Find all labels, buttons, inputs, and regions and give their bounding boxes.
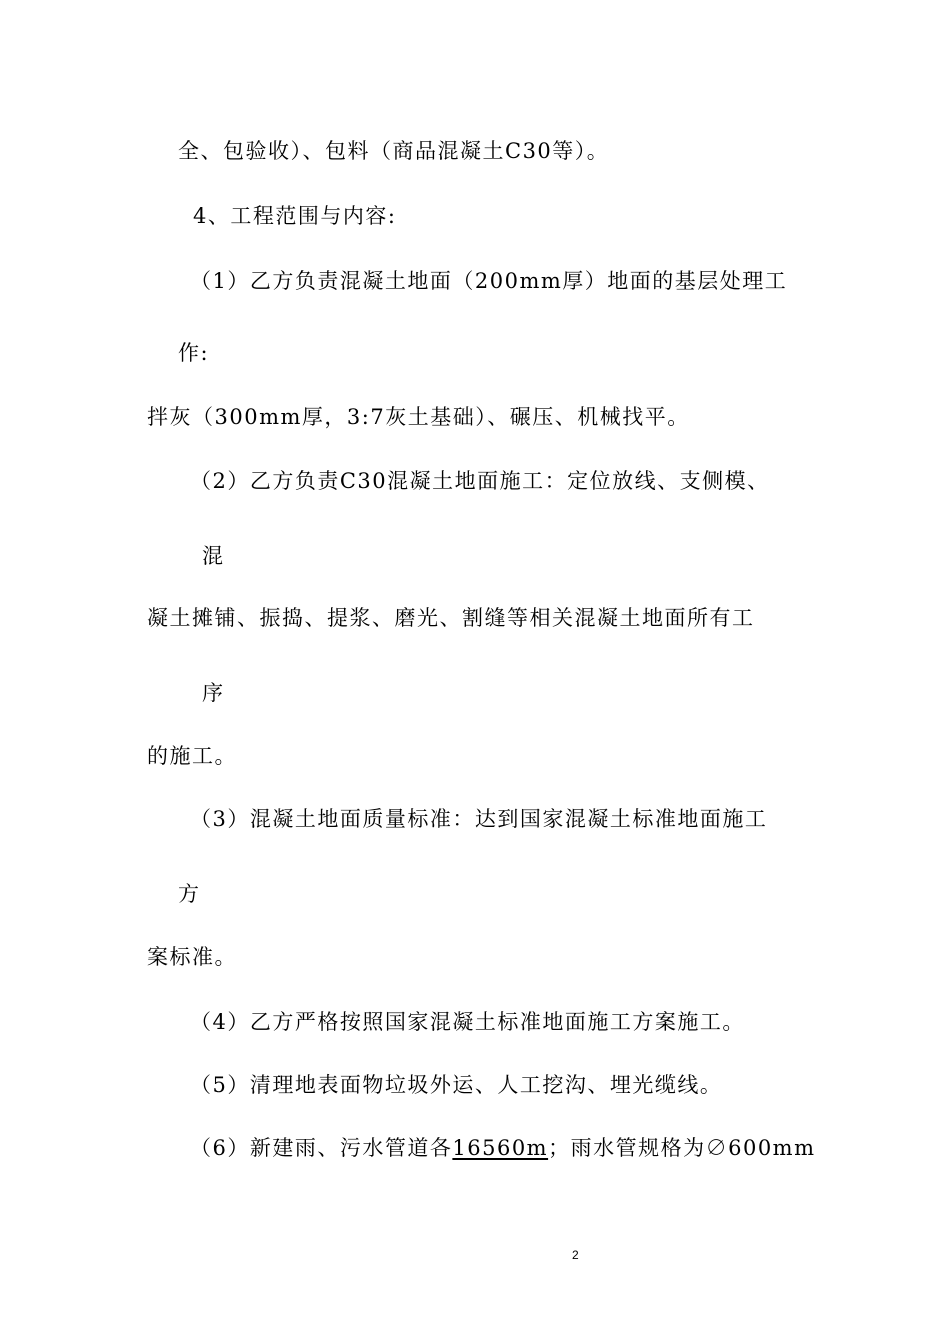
text-line-2: 4、工程范围与内容: <box>193 204 397 228</box>
text-line-7: 混 <box>202 544 225 568</box>
text-line-6: （2）乙方负责C30混凝土地面施工：定位放线、支侧模、 <box>190 469 770 493</box>
text-line-12: 方 <box>178 882 201 906</box>
page-number: 2 <box>572 1248 579 1262</box>
text-line-16 <box>190 1135 816 1161</box>
text-line-1: 全、包验收）、包料（商品混凝土C30等）。 <box>178 139 610 163</box>
text-line-4: 作: <box>178 341 210 365</box>
text-line-11: （3）混凝土地面质量标准：达到国家混凝土标准地面施工 <box>190 807 768 831</box>
pipe-length-underlined: 16560m <box>452 1136 549 1160</box>
text-line-10: 的施工。 <box>147 744 237 768</box>
text-line-16-end: ；雨水管规格为∅600mm <box>548 1136 816 1160</box>
text-line-3: （1）乙方负责混凝土地面（200mm厚）地面的基层处理工 <box>190 269 788 293</box>
text-line-13: 案标准。 <box>147 945 237 969</box>
text-line-5: 拌灰（300mm厚，3:7灰土基础）、碾压、机械找平。 <box>147 405 690 429</box>
text-line-9: 序 <box>202 681 225 705</box>
text-line-8: 凝土摊铺、振捣、提浆、磨光、割缝等相关混凝土地面所有工 <box>147 606 755 630</box>
text-line-16-start: （6）新建雨、污水管道各 <box>190 1136 453 1160</box>
text-line-14: （4）乙方严格按照国家混凝土标准地面施工方案施工。 <box>190 1010 745 1034</box>
text-line-15: （5）清理地表面物垃圾外运、人工挖沟、埋光缆线。 <box>190 1073 723 1097</box>
